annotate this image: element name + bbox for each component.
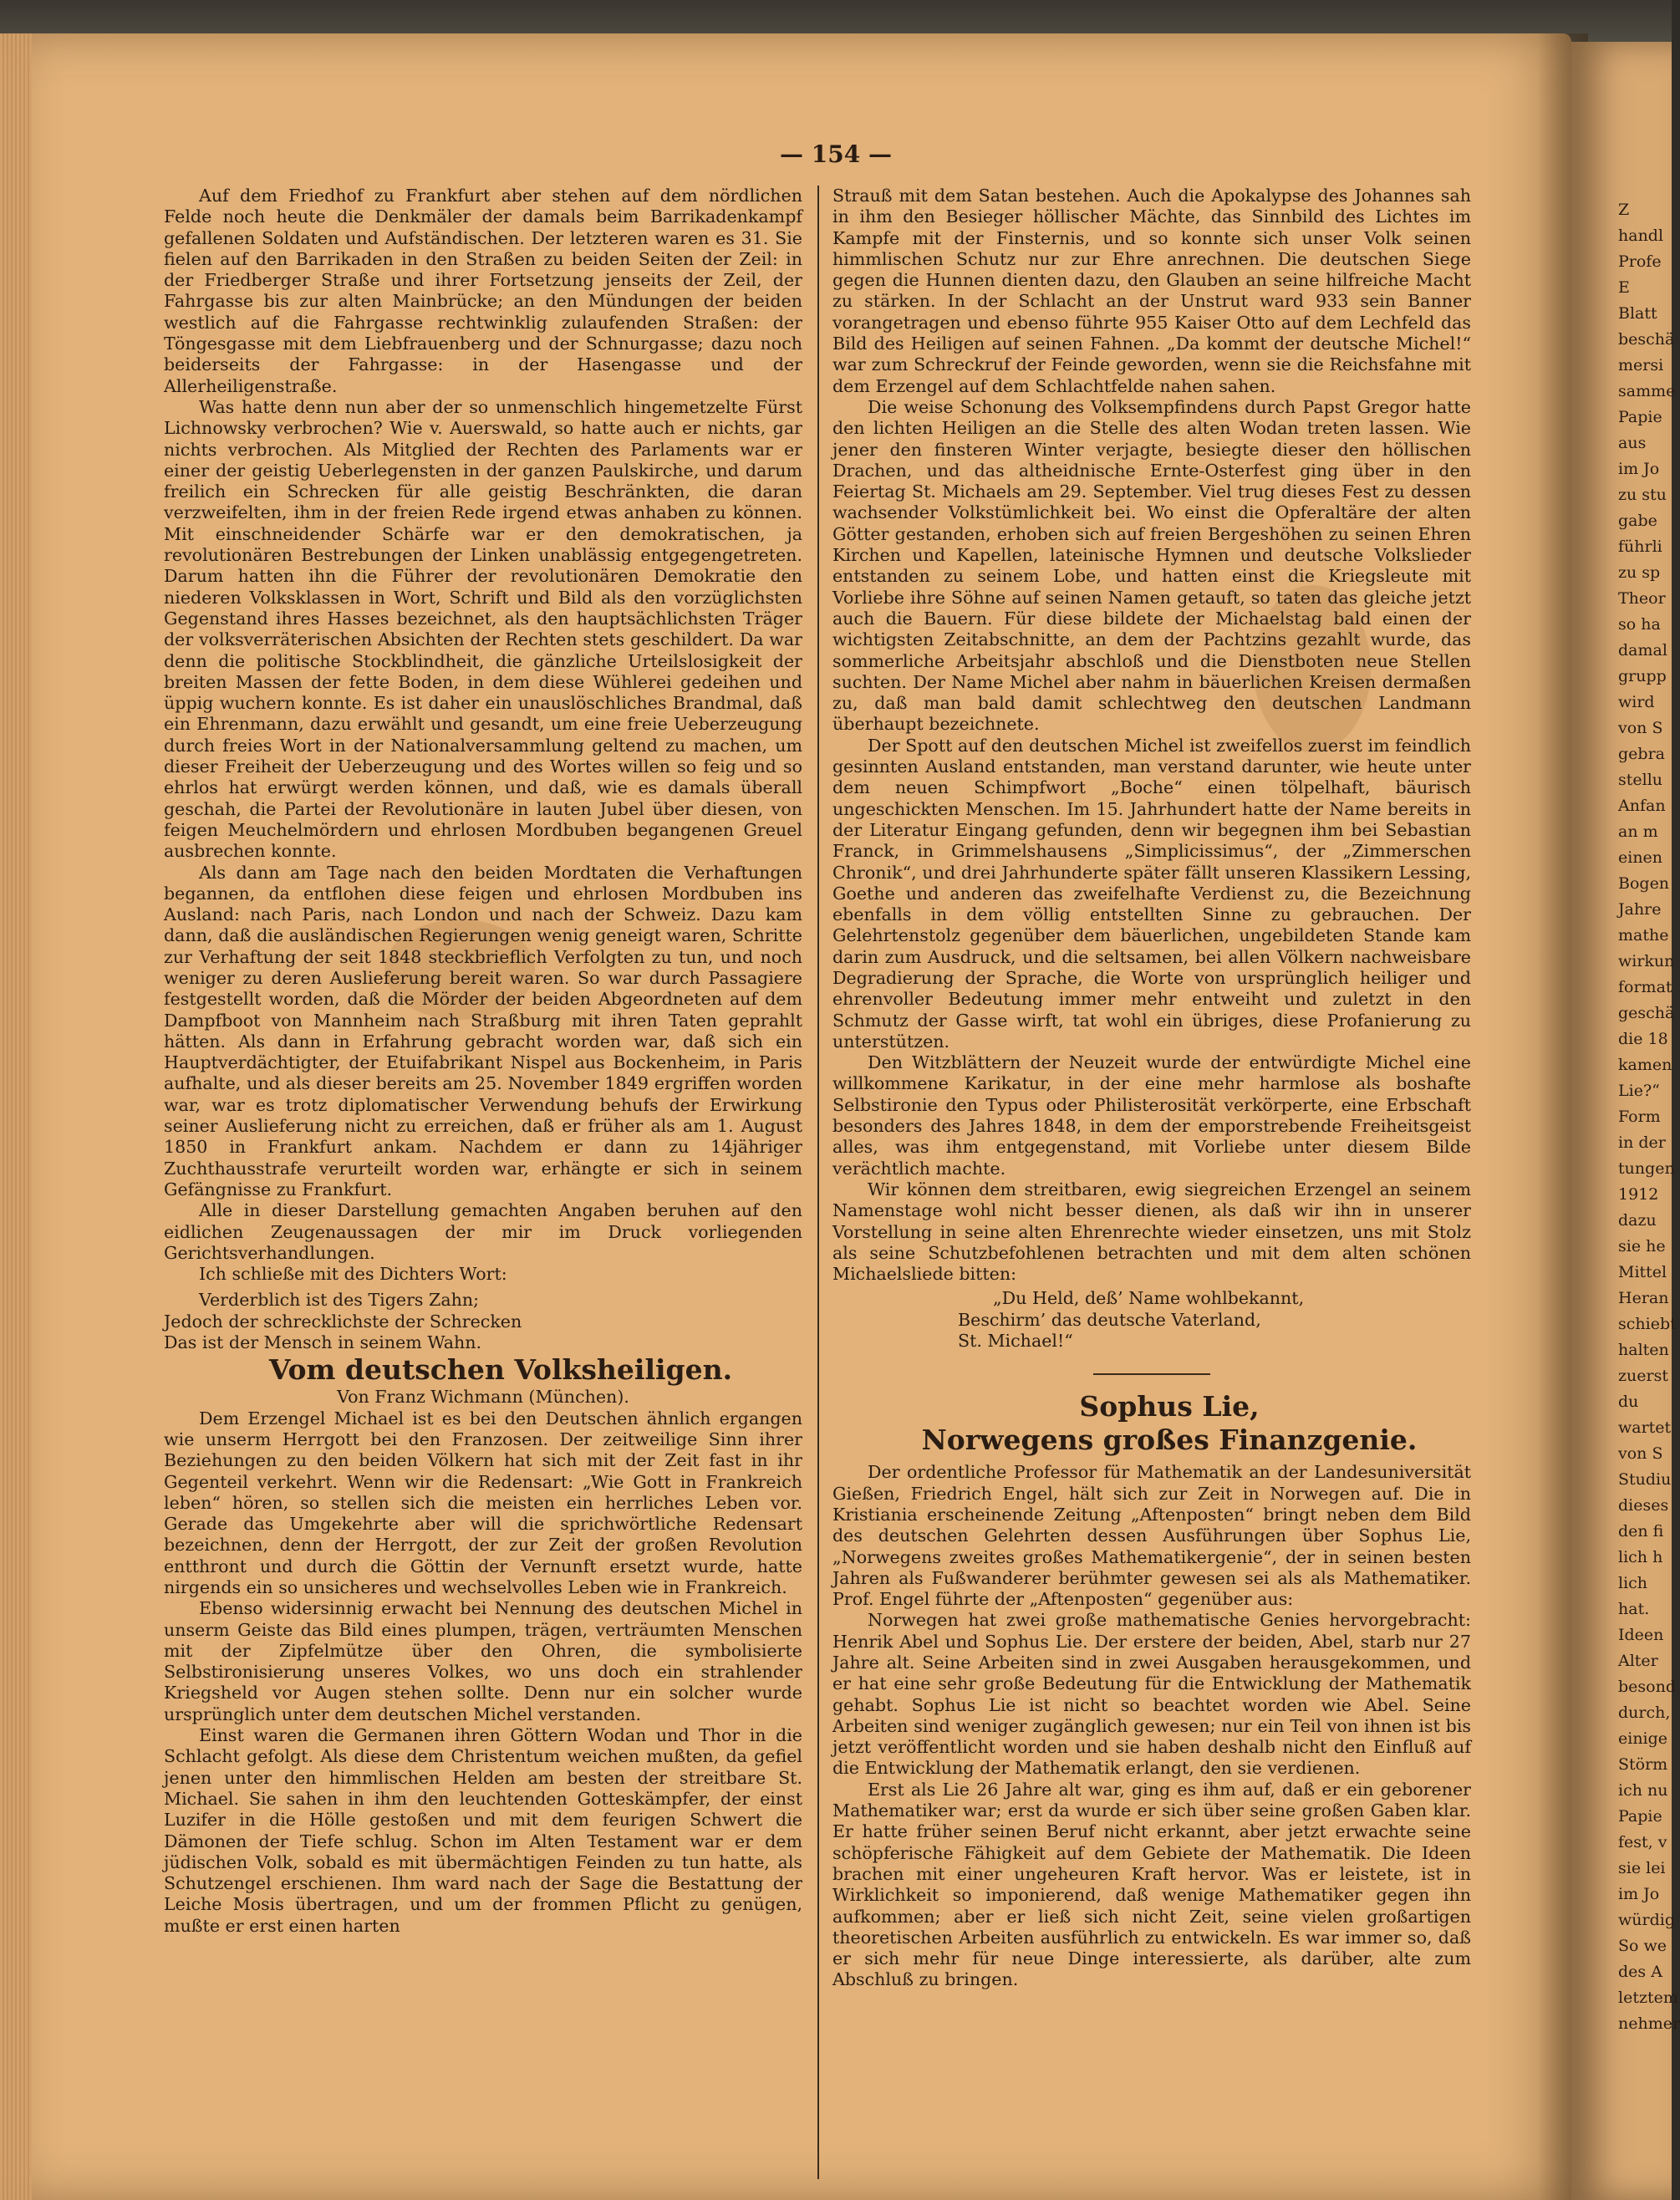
adjacent-page-fragment: schiebt xyxy=(1618,1315,1677,1333)
adjacent-page-fragment: Lie?“ xyxy=(1618,1082,1660,1100)
adjacent-page-fragment: einen xyxy=(1618,848,1663,867)
right-column xyxy=(832,186,1471,1991)
adjacent-page-fragment: dieses xyxy=(1618,1496,1669,1515)
adjacent-page-fragment: handl xyxy=(1618,227,1664,245)
paragraph: Auf dem Friedhof zu Frankfurt aber stehen auf dem nördlichen Felde noch heute die Denkmäler der damals beim Barrikadenkampf gefallenen Soldaten und Aufständischen. Der letzteren waren es 31. Sie fielen auf den Barrikaden in den Straßen zu beiden Seiten der Zeil: in der Friedberger Straße und ihrer Fortsetzung jenseits der Zeil, der Fahrgasse bis zur alten Mainbrücke; an den Mündungen der beiden westlich auf die Fahrgasse rechtwinklig zulaufenden Straßen: der Töngesgasse mit dem Liebfrauenberg und der Schnurgasse; dazu noch beiderseits der Fahrgasse: in der Hasengasse und der Allerheiligenstraße. xyxy=(164,186,802,396)
left-column xyxy=(164,186,802,1937)
adjacent-page-fragment: von S xyxy=(1618,719,1663,737)
adjacent-page-fragment: mathe xyxy=(1618,926,1669,945)
adjacent-page-fragment: zu stu xyxy=(1618,486,1667,504)
adjacent-page xyxy=(1571,42,1680,2200)
adjacent-page-fragment: Papie xyxy=(1618,408,1662,426)
paragraph: Ebenso widersinnig erwacht bei Nennung des deutschen Michel in unserm Geiste das Bild eines plumpen, trägen, verträumten Menschen mit der Zipfelmütze über den Ohren, die symbolisierte Selbstironisierung unseres Volkes, wo uns doch ein strahlender Kriegsheld vor Augen stehen sollte. Denn nur ein solcher wurde ursprünglich unter dem deutschen Michel verstanden. xyxy=(164,1598,802,1724)
adjacent-page-fragment: So we xyxy=(1618,1937,1667,1955)
article-title: Sophus Lie, xyxy=(1079,1390,1260,1423)
adjacent-page-fragment: sie he xyxy=(1618,1237,1666,1255)
adjacent-page-fragment: Anfan xyxy=(1618,797,1666,815)
article-subtitle: Norwegens großes Finanzgenie. xyxy=(921,1423,1418,1457)
adjacent-page-fragment: E xyxy=(1618,278,1630,297)
paragraph: Ich schließe mit des Dichters Wort: xyxy=(199,1264,507,1285)
adjacent-page-fragment: im Jo xyxy=(1618,460,1660,478)
paragraph: Die weise Schonung des Volksempfindens durch Papst Gregor hatte den lichten Heiligen an die Stelle des alten Wodan treten lassen. Wie jener den finsteren Winter verjagte, besiegte dieser den höllischen Drachen, und das altheidnische Ernte-Osterfest ging über in den Feiertag St. Michaels am 29. September. Viel trug dieses Fest zu dessen wachsender Volkstümlichkeit bei. Wo einst die Opferaltäre der alten Götter gestanden, erhoben sich auf freien Bergeshöhen zu seinen Ehren Kirchen und Kapellen, lateinische Hymnen und deutsche Volkslieder entstanden zu seinem Lobe, und hatten einst die Kriegsleute mit Vorliebe ihre Söhne auf seinen Namen getauft, so taten das gleiche jetzt auch die Bauern. Für diese bildete der Michaelstag bald einen der wichtigsten Zeitabschnitte, an dem der Pachtzins gezahlt wurde, das sommerliche Arbeitsjahr abschloß und die Dienstboten neue Stellen suchten. Der Name Michel aber nahm in bäuerlichen Kreisen dermaßen zu, daß man bald damit schlechtweg den deutschen Landmann überhaupt bezeichnete. xyxy=(832,396,1471,735)
article-title: Vom deutschen Volksheiligen. xyxy=(268,1353,733,1387)
paragraph: Der Spott auf den deutschen Michel ist zweifellos zuerst im feindlich gesinnten Ausland entstanden, man verstand darunter, wie heute unter dem neuen Schimpfwort „Boche“ einen tölpelhaft, bäurisch ungeschickten Menschen. Im 15. Jahrhundert hatte der Name bereits in der Literatur Eingang gefunden, denn wir begegnen ihm bei Sebastian Franck, in Grimmelshausens „Simplicissimus“, der „Zimmerschen Chronik“, und drei Jahrhunderte später fällt unseren Klassikern Lessing, Goethe und anderen das zweifelhafte Verdienst zu, die Bezeichnung ebenfalls in dem völlig entstellten Sinne zu gebrauchen. Der Gelehrtenstolz gegenüber dem bäuerlichen, ungebildeten Stande kam darin zum Ausdruck, und die seltsamen, bei allen Völkern nachweisbare Degradierung der Sprache, die Worte von ursprünglich heiliger und ehrenvoller Bedeutung immer mehr entweiht und zuletzt in den Schmutz der Gasse wirft, tat wohl ein übriges, diese Profanierung zu unterstützen. xyxy=(832,735,1471,1052)
adjacent-page-fragment: fest, v xyxy=(1618,1833,1667,1851)
paragraph: Strauß mit dem Satan bestehen. Auch die Apokalypse des Johannes sah in ihm den Besieger höllischer Mächte, das Sinnbild des Lichtes im Kampfe mit der Finsternis, und so konnte sich unser Volk seinen himmlischen Schutz nur zur Ehre anrechnen. Die deutschen Siege gegen die Hunnen dienten dazu, den Glauben an seine hilfreiche Macht zu stärken. In der Schlacht an der Unstrut ward 933 sein Banner vorangetragen und ebenso führte 955 Kaiser Otto auf dem Lechfeld das Bild des Heiligen auf seinen Fahnen. „Da kommt der deutsche Michel!“ war zum Schreckruf der Feinde geworden, wenn sie die Reichsfahne mit dem Erzengel auf dem Schlachtfelde nahen sahen. xyxy=(832,186,1471,396)
adjacent-page-fragment: Papie xyxy=(1618,1807,1662,1826)
adjacent-page-fragment: wird xyxy=(1618,693,1655,711)
paragraph: Dem Erzengel Michael ist es bei den Deutschen ähnlich ergangen wie unserm Herrgott bei den Franzosen. Der zeitweilige Sinn ihrer Beziehungen zu den beiden Völkern hat sich mit der Zeit fast in ihr Gegenteil verkehrt. Wenn wir die Redensart: „Wie Gott in Frankreich leben“ hören, so stellen sich die meisten ein herrliches Leben vor. Gerade das Umgekehrte aber will die sprichwörtliche Redensart bezeichnen, denn der Herrgott, der zur Zeit der großen Revolution entthront und durch die Göttin der Vernunft ersetzt wurde, hatte nirgends ein so unsicheres und wechselvolles Leben wie in Frankreich. xyxy=(164,1408,802,1597)
adjacent-page-fragment: kamen xyxy=(1618,1056,1672,1074)
poem-verse: Verderblich ist des Tigers Zahn; Jedoch der schrecklichste der Schrecken Das ist der Mensch in seinem Wahn. xyxy=(164,1290,522,1353)
adjacent-page-fragment: grupp xyxy=(1618,667,1667,685)
paragraph: Den Witzblättern der Neuzeit wurde der entwürdigte Michel eine willkommene Karikatur, in der eine mehr harmlose als boshafte Selbstironie den Typus oder Philisterosität verkörperte, eine Erbschaft besonders des Jahres 1848, in dem der emporstrebende Freiheitsgeist alles, was ihm entgegenstand, mit Vorliebe unter diesem Bilde verächtlich machte. xyxy=(832,1052,1471,1179)
adjacent-page-fragment: Ideen xyxy=(1618,1626,1664,1644)
adjacent-page-fragment: geschä xyxy=(1618,1004,1675,1022)
adjacent-page-fragment: einige xyxy=(1618,1729,1668,1748)
adjacent-page-fragment: Heran xyxy=(1618,1289,1669,1307)
adjacent-page-fragment: gebra xyxy=(1618,745,1665,763)
adjacent-page-fragment: beschä xyxy=(1618,330,1675,349)
adjacent-page-fragment: von S xyxy=(1618,1444,1663,1463)
adjacent-page-fragment: Studiu xyxy=(1618,1470,1672,1489)
adjacent-page-fragment: tungen xyxy=(1618,1159,1675,1178)
adjacent-page-fragment: Bogen xyxy=(1618,874,1670,893)
adjacent-page-fragment: zuerst xyxy=(1618,1367,1668,1385)
adjacent-page-fragment: samme xyxy=(1618,382,1676,400)
page-number: — 154 — xyxy=(780,140,892,168)
adjacent-page-fragment: besond xyxy=(1618,1678,1676,1696)
adjacent-page-fragment: mersi xyxy=(1618,356,1664,374)
adjacent-page-fragment: wartet xyxy=(1618,1418,1672,1437)
article-byline: Von Franz Wichmann (München). xyxy=(337,1387,629,1408)
adjacent-page-fragment: die 18 xyxy=(1618,1030,1668,1048)
paragraph: Norwegen hat zwei große mathematische Genies hervorgebracht: Henrik Abel und Sophus Lie. Der erstere der beiden, Abel, starb nur 27 Jahre alt. Seine Arbeiten sind in zwei Ausgaben herausgekommen, und er hat eine sehr große Bedeutung für die Entwicklung der Mathematik gehabt. Sophus Lie ist nicht so beachtet worden wie Abel. Seine Arbeiten sind weniger zugänglich gewesen; nur ein Teil von ihnen ist bis jetzt veröffentlicht worden und sie haben deshalb nicht den Einfluß auf die Entwicklung der Mathematik erlangt, den sie verdienen. xyxy=(832,1610,1471,1779)
adjacent-page-fragment: Blatt xyxy=(1618,304,1657,323)
adjacent-page-fragment: gabe xyxy=(1618,512,1657,530)
adjacent-page-fragment: damal xyxy=(1618,641,1667,659)
adjacent-page-fragment: führli xyxy=(1618,537,1662,556)
adjacent-page-fragment: Theor xyxy=(1618,589,1666,608)
adjacent-page-fragment: format xyxy=(1618,978,1672,996)
adjacent-page-fragment: durch, xyxy=(1618,1703,1671,1722)
adjacent-page-fragment: letztem xyxy=(1618,1989,1678,2007)
page-edges xyxy=(0,33,32,2200)
adjacent-page-fragment: du xyxy=(1618,1393,1639,1411)
adjacent-page-fragment: sie lei xyxy=(1618,1859,1666,1877)
paragraph: Erst als Lie 26 Jahre alt war, ging es ihm auf, daß er ein geborener Mathematiker war; erst da wurde er sich über seine großen Gaben klar. Er hatte früher seinen Beruf nicht erkannt, aber jetzt erwachte seine schöpferische Fähigkeit auf dem Gebiete der Mathematik. Die Ideen brachen mit einer ungeheuren Kraft hervor. Was er leistete, ist in Wirklichkeit so imponierend, daß wenige Mathematiker gegen ihn aufkommen; aber er ließ sich nicht Zeit, seine vielen großartigen theoretischen Arbeiten ausführlich zu entwickeln. Es war immer so, daß er sich mehr für neue Dinge interessierte, als darüber, alte zum Abschluß zu bringen. xyxy=(832,1779,1471,1990)
adjacent-page-fragment: den fi xyxy=(1618,1522,1664,1541)
adjacent-page-fragment: Form xyxy=(1618,1108,1661,1126)
adjacent-page-fragment: Alter xyxy=(1618,1652,1658,1670)
adjacent-page-fragment: wirkun xyxy=(1618,952,1675,970)
adjacent-page-fragment: lich h xyxy=(1618,1548,1663,1566)
adjacent-page-fragment: hat. xyxy=(1618,1600,1650,1618)
adjacent-page-fragment: Jahre xyxy=(1618,900,1662,919)
adjacent-page-fragment: an m xyxy=(1618,822,1658,841)
adjacent-page-fragment: so ha xyxy=(1618,615,1661,634)
adjacent-page-fragment: zu sp xyxy=(1618,563,1661,582)
section-rule xyxy=(1093,1373,1210,1375)
adjacent-page-fragment: in der xyxy=(1618,1133,1666,1152)
adjacent-page-fragment: Störm xyxy=(1618,1755,1668,1774)
paragraph: Was hatte denn nun aber der so unmenschlich hingemetzelte Fürst Lichnowsky verbrochen? Wie v. Auerswald, so hatte auch er nichts, gar nichts verbrochen. Als Mitglied der Rechten des Parlaments war er einer der geistig Ueberlegensten in der ganzen Paulskirche, und darum freilich ein Schrecken für alle geistig Beschränkten, die daran verzweifelten, ihm in der freien Rede irgend etwas anhaben zu können. Mit einschneidender Schärfe war er den demokratischen, ja revolutionären Bestrebungen der Linken unablässig entgegengetreten. Darum hatten ihn die Führer der revolutionären Demokratie den niederen Volksklassen in Wort, Schrift und Bild als den vorzüglichsten Gegenstand ihres Hasses bezeichnet, als den hauptsächlichsten Träger der volksverräterischen Absichten der Rechten stets geschildert. Da war denn die politische Stockblindheit, die gänzliche Urteilslosigkeit der breiten Massen der fette Boden, in dem diese Wühlerei gedeihen und üppig wuchern konnte. Es ist daher ein unauslöschliches Brandmal, daß ein Ehrenmann, dazu erwählt und gesandt, um eine freie Ueberzeugung durch freies Wort in der Nationalversammlung geltend zu machen, um dieser Freiheit der Ueberzeugung und des Wortes willen so feig und so ehrlos hat erwürgt werden können, und daß, wie es damals überall geschah, die Partei der Revolutionäre in lauten Jubel über diesen, von feigen Meuchelmördern und ehrlosen Mordbuben begangenen Greuel ausbrechen konnte. xyxy=(164,396,802,862)
adjacent-page-fragment: lich xyxy=(1618,1574,1648,1592)
adjacent-page-fragment: stellu xyxy=(1618,771,1663,789)
paragraph: Als dann am Tage nach den beiden Mordtaten die Verhaftungen begannen, da entflohen diese feigen und ehrlosen Mordbuben ins Ausland: nach Paris, nach London und nach der Schweiz. Dazu kam dann, daß die ausländischen Regierungen wenig geneigt waren, Schritte zur Verhaftung der seit 1848 steckbrieflich Verfolgten zu tun, und noch weniger zu deren Auslieferung bereit waren. So war durch Passagiere festgestellt worden, daß die Mörder der beiden Abgeordneten auf dem Dampfboot von Mannheim nach Straßburg mit ihren Taten geprahlt hätten. Als dann in Erfahrung gebracht worden war, daß sich ein Hauptverdächtigter, der Etuifabrikant Nispel aus Bockenheim, in Paris aufhalte, und als dieser bereits am 25. November 1849 ergriffen worden war, war es trotz diplomatischer Verwendung behufs der Erwirkung seiner Auslieferung nicht zu erreichen, daß er früher als am 1. August 1850 in Frankfurt ankam. Nachdem er dann zu 14jähriger Zuchthausstrafe verurteilt worden war, erhängte er sich in seinem Gefängnisse zu Frankfurt. xyxy=(164,862,802,1199)
adjacent-page-fragment: würdig xyxy=(1618,1911,1675,1929)
adjacent-page-fragment: des A xyxy=(1618,1963,1662,1981)
adjacent-page-fragment: nehmer xyxy=(1618,2014,1680,2033)
column-divider xyxy=(817,186,819,2179)
adjacent-page-fragment: im Jo xyxy=(1618,1885,1660,1903)
adjacent-page-fragment: ich nu xyxy=(1618,1781,1668,1800)
poem-verse: „Du Held, deß’ Name wohlbekannt, Beschirm’ das deutsche Vaterland, St. Michael!“ xyxy=(958,1288,1305,1352)
paragraph: Einst waren die Germanen ihren Göttern Wodan und Thor in die Schlacht gefolgt. Als diese dem Christentum weichen mußten, da gefiel jenen unter den himmlischen Helden am besten der streitbare St. Michael. Sie sahen in ihm den leuchtenden Gotteskämpfer, der einst Luzifer in die Hölle gestoßen und mit dem feurigen Schwert die Dämonen der Tiefe schlug. Schon im Alten Testament war er dem jüdischen Volk, sobald es mit übermächtigen Feinden zu tun hatte, als Schutzengel erschienen. Ihm ward nach der Sage die Bestattung der Leiche Mosis übertragen, und um der frommen Pflicht zu genügen, mußte er erst einen harten xyxy=(164,1725,802,1936)
paragraph: Der ordentliche Professor für Mathematik an der Landesuniversität Gießen, Friedrich Engel, hält sich zur Zeit in Norwegen auf. Die in Kristiania erscheinende Zeitung „Aftenposten“ bringt neben dem Bild des deutschen Gelehrten dessen Ausführungen über Sophus Lie, „Norwegens zweites großes Mathematikergenie“, der in seinen besten Jahren als Fußwanderer berühmter gewesen sei als als Mathematiker. Prof. Engel führte der „Aftenposten“ gegenüber aus: xyxy=(832,1462,1471,1610)
adjacent-page-fragment: halten xyxy=(1618,1341,1669,1359)
adjacent-page-fragment: Profe xyxy=(1618,252,1662,271)
adjacent-page-fragment: Z xyxy=(1618,201,1630,219)
paragraph: Wir können dem streitbaren, ewig siegreichen Erzengel an seinem Namenstage wohl nicht besser dienen, als daß wir ihn in unserer Vorstellung in seine alten Ehrenrechte wieder einsetzen, uns mit Stolz als seine Schutzbefohlenen betrachten und mit dem alten schönen Michaelsliede bitten: xyxy=(832,1179,1471,1285)
adjacent-page-fragment: 1912 xyxy=(1618,1185,1659,1204)
paragraph: Alle in dieser Darstellung gemachten Angaben beruhen auf den eidlichen Zeugenaussagen der mir im Druck vorliegenden Gerichtsverhandlungen. xyxy=(164,1200,802,1263)
adjacent-page-fragment: Mittel xyxy=(1618,1263,1667,1281)
adjacent-page-fragment: dazu xyxy=(1618,1211,1657,1230)
adjacent-page-fragment: aus xyxy=(1618,434,1647,452)
